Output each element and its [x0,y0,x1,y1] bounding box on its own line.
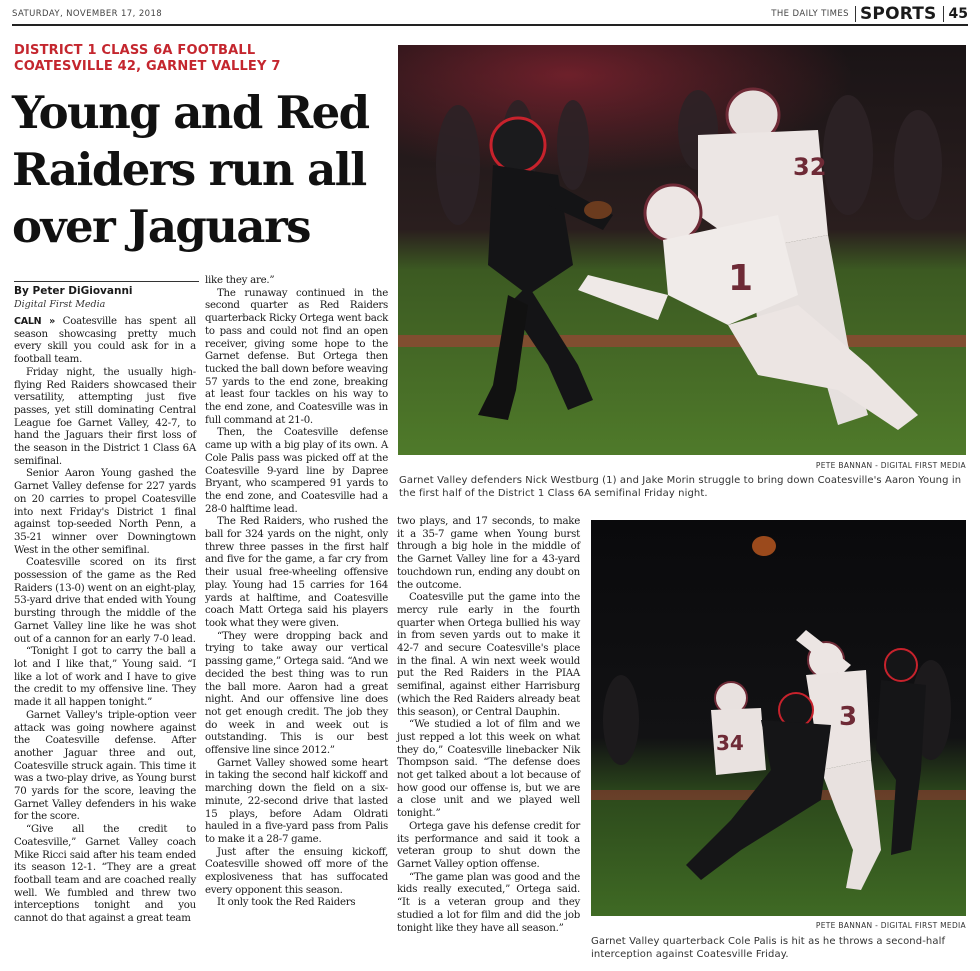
section-header [771,4,968,24]
masthead [12,4,968,24]
article-paragraph: Coatesville scored on its first possession of the game as the Red Raiders (13-0) went on an eight-play, 53-yard drive that ended with Young bursting through the middle of the Garnet Valley line like he was shot out of a cannon for an early 7-0 lead. [14,557,196,645]
article-paragraph: “They were dropping back and trying to take away our vertical passing game,” Ortega said. “And we decided the best thing was to run the ball more. Aaron had a great night. And our offensive line does not get enough credit. The job they do week in and week out is outstanding. This is our best offensive line since 2012.” [205,630,388,757]
headline: Young and Red Raiders run all over Jaguars [12,86,369,253]
article-paragraph-continued: two plays, and 17 seconds, to make it a 35-7 game when Young burst through a big hole in the middle of the Garnet Valley line for a 43-yard touchdown run, ending any doubt on the outcome. [397,516,580,591]
photo-caption: Garnet Valley quarterback Cole Palis is hit as he throws a second-half interception against Coatesville Friday. [591,936,946,960]
article-paragraph: Then, the Coatesville defense came up with a big play of its own. A Cole Palis pass was picked off at the Coatesville 9-yard line by Dapree Bryant, who scampered 91 yards to the end zone, and Coatesville had a 28-0 halftime lead. [205,427,388,515]
kicker [14,43,394,75]
photo-interception-image [591,520,966,916]
article-column-3 [397,516,580,935]
jersey-number-1: 1 [728,258,754,299]
article-paragraph: Coatesville put the game into the mercy rule early in the fourth quarter when Ortega bullied his way in from seven yards out to make it 42-7 and secure Coatesville's place in the final. A win next week would put the Red Raiders in the PIAA semifinal, against either Harrisburg (which the Red Raiders already beat this season), or Central Dauphin. [397,592,580,718]
byline-org: Digital First Media [14,299,106,310]
article-column-2 [205,275,388,910]
article-paragraph: Ortega gave his defense credit for its performance and said it took a veteran group to shut down the Garnet Valley option offense. [397,820,580,870]
article-paragraph: Friday night, the usually high-flying Red Raiders showcased their versatility, attempting just five passes, yet still dominating Central League foe Garnet Valley, 42-7, to hand the Jaguars their first loss of the season in the District 1 Class 6A semifinal. [14,366,196,467]
jersey-number-34: 34 [716,731,744,755]
header-divider [943,6,944,22]
article-paragraph: “We studied a lot of film and we just repped a lot this week on what they do,” Coatesville linebacker Nik Thompson said. “The defense does not get talked about a lot because of how good our offense is, but we are a close unit and we played well tonight.” [397,719,580,820]
article-paragraph: “Tonight I got to carry the ball a lot and I like that,” Young said. “I like a lot of work and I have to give the credit to my offensive line. They made it all happen tonight.” [14,646,196,709]
page-number: 45 [948,6,968,22]
article-paragraph: Garnet Valley showed some heart in taking the second half kickoff and marching down the field on a six-minute, 22-second drive that lasted 15 plays, before Adam Oldrati hauled in a five-yard pass from Palis to make it a 28-7 game. [205,757,388,845]
article-paragraph-continued: like they are.” [205,275,275,286]
photo-tackle-image [398,45,966,455]
byline [14,281,199,311]
photo-interception [591,520,966,916]
article-paragraph: Just after the ensuing kickoff, Coatesville showed off more of the explosiveness that has suffocated every opponent this season. [205,846,388,896]
header-rule [12,24,968,26]
section-name: SPORTS [859,4,937,24]
photo-credit: PETE BANNAN - DIGITAL FIRST MEDIA [815,461,966,470]
paper-name: THE DAILY TIMES [771,9,849,19]
kicker-line-1: DISTRICT 1 CLASS 6A FOOTBALL [14,43,256,58]
photo-credit: PETE BANNAN - DIGITAL FIRST MEDIA [815,921,966,930]
photo-tackle [398,45,966,455]
photo-caption: Garnet Valley defenders Nick Westburg (1) and Jake Morin struggle to bring down Coatesville's Aaron Young in the first half of the District 1 Class 6A semifinal Friday night. [399,475,962,499]
article-paragraph: Senior Aaron Young gashed the Garnet Valley defense for 227 yards on 20 carries to propel Coatesville into next Friday's District 1 final against top-seeded North Penn, a 35-21 winner over Downingtown West in the other semifinal. [14,468,196,556]
jersey-number-32: 32 [793,153,827,181]
article-column-1 [14,316,196,926]
article-paragraph: “The game plan was good and the kids really executed,” Ortega said. “It is a veteran group and they studied a lot for film and did the job tonight like they have all season.” [397,871,580,934]
issue-date: SATURDAY, NOVEMBER 17, 2018 [12,9,163,19]
article-paragraph: The Red Raiders, who rushed the ball for 324 yards on the night, only threw three passes in the first half and five for the game, a far cry from their usual free-wheeling offensive play. Young had 15 carries for 164 yards at halftime, and Coatesville coach Matt Ortega said his players took what they were given. [205,516,388,629]
article-paragraph: “Give all the credit to Coatesville,” Garnet Valley coach Mike Ricci said after his team ended its season 12-1. “They are a great football team and are coached really well. We fumbled and threw two interceptions tonight and you cannot do that against a great team [14,824,196,925]
article-paragraph: It only took the Red Raiders [217,897,356,909]
football [752,536,776,556]
header-divider [855,6,856,22]
jersey-number-3: 3 [839,702,858,732]
dateline: CALN » [14,316,55,327]
byline-name: By Peter DiGiovanni [14,285,133,297]
article-paragraph: CALN » Coatesville has spent all season showcasing pretty much every skill you could ask for in a football team. [14,316,196,366]
kicker-line-2: COATESVILLE 42, GARNET VALLEY 7 [14,59,281,74]
article-paragraph: The runaway continued in the second quarter as Red Raiders quarterback Ricky Ortega went back to pass and could not find an open receiver, giving some hope to the Garnet defense. But Ortega then tucked the ball down before weaving 57 yards to the end zone, breaking at least four tackles on his way to the end zone, and Coatesville was in full command at 21-0. [205,287,388,426]
article-paragraph: Garnet Valley's triple-option veer attack was going nowhere against the Coatesville defense. After another Jaguar three and out, Coatesville struck again. This time it was a two-play drive, as Young burst 70 yards for the score, leaving the Garnet Valley defenders in his wake for the score. [14,709,196,823]
